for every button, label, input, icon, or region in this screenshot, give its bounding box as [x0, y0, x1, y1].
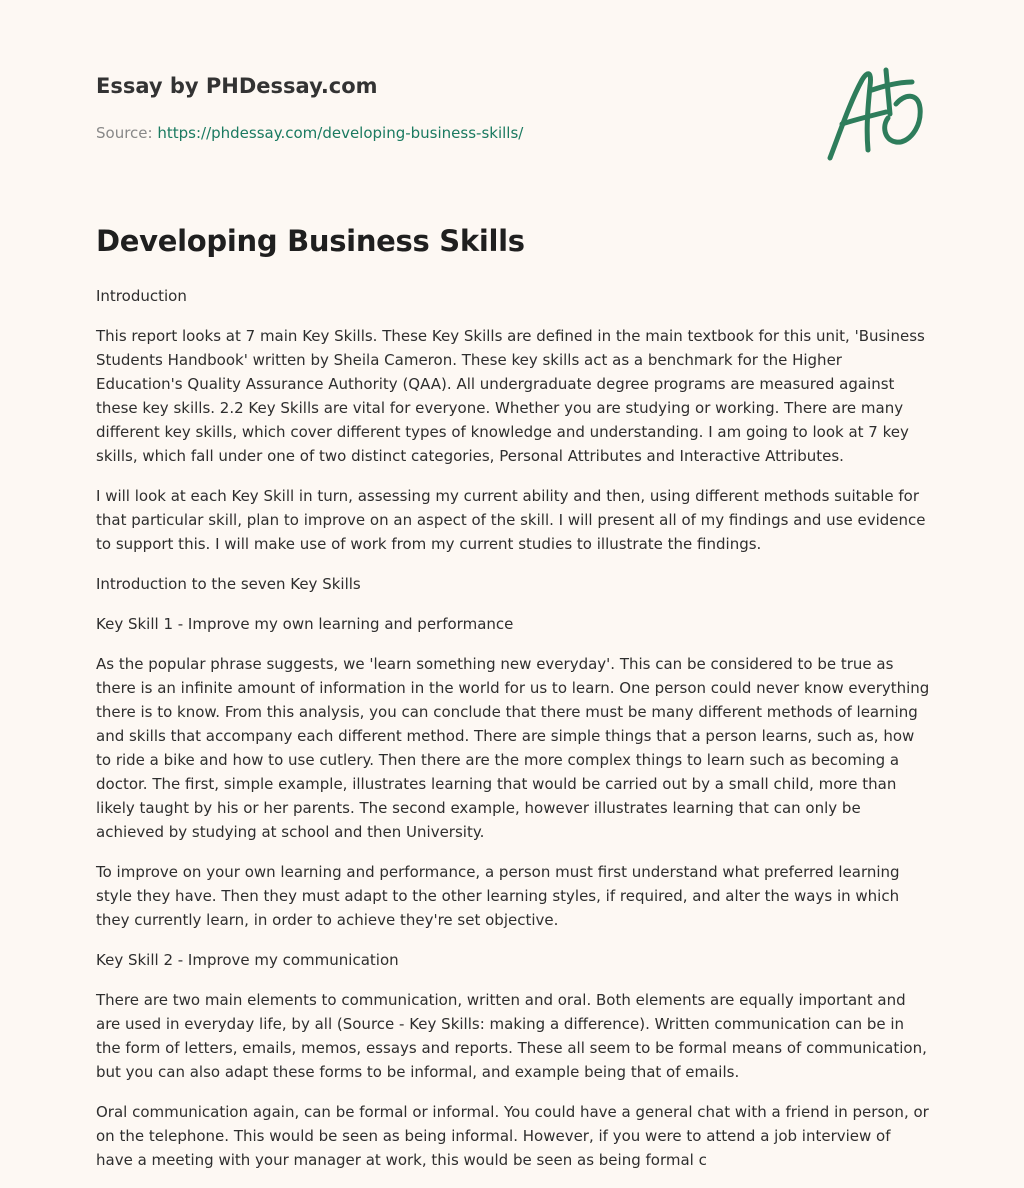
paragraph: As the popular phrase suggests, we 'learn something new everyday'. This can be considered to be true as there is an infinite amount of information in the world for us to learn. One person could never know everything there is to know. From this analysis, you can conclude that there must be many different methods of learning and skills that accompany each different method. There are simple things that a person learns, such as, how to ride a bike and how to use cutlery. Then there are the more complex things to learn such as becoming a doctor. The first, simple example, illustrates learning that would be carried out by a small child, more than likely taught by his or her parents. The second example, however illustrates learning that can only be achieved by studying at school and then University.	[96, 655, 930, 841]
essay-body	[96, 284, 930, 1188]
a-plus-logo-icon	[820, 62, 930, 172]
paragraph: This report looks at 7 main Key Skills. These Key Skills are defined in the main textbook for this unit, 'Business Students Handbook' written by Sheila Cameron. These key skills act as a benchmark for the Higher Education's Quality Assurance Authority (QAA). All undergraduate degree programs are measured against these key skills. 2.2 Key Skills are vital for everyone. Whether you are studying or working. There are many different key skills, which cover different types of knowledge and understanding. I am going to look at 7 key skills, which fall under one of two distinct categories, Personal Attributes and Interactive Attributes.	[96, 327, 925, 465]
source-label: Source:	[96, 124, 153, 142]
paragraph: Introduction	[96, 287, 187, 305]
paragraph: Key Skill 2 - Improve my communication	[96, 951, 399, 969]
essay-title: Developing Business Skills	[96, 224, 525, 258]
page-header	[96, 0, 930, 200]
source-line	[96, 124, 523, 142]
paragraph: I will look at each Key Skill in turn, assessing my current ability and then, using different methods suitable for that particular skill, plan to improve on an aspect of the skill. I will present all of my findings and use evidence to support this. I will make use of work from my current studies to illustrate the findings.	[96, 487, 926, 553]
paragraph: To improve on your own learning and performance, a person must first understand what preferred learning style they have. Then they must adapt to the other learning styles, if required, and alter the ways in which they currently learn, in order to achieve they're set objective.	[96, 863, 900, 929]
paragraph: Introduction to the seven Key Skills	[96, 575, 361, 593]
source-link[interactable]: https://phdessay.com/developing-business-skills/	[157, 124, 524, 142]
paragraph: Key Skill 1 - Improve my own learning and performance	[96, 615, 514, 633]
site-title: Essay by PHDessay.com	[96, 74, 378, 98]
paragraph: Oral communication again, can be formal or informal. You could have a general chat with a friend in person, or on the telephone. This would be seen as being informal. However, if you were to attend a job interview of have a meeting with your manager at work, this would be seen as being formal c	[96, 1103, 929, 1169]
essay-page	[96, 0, 930, 1169]
paragraph: There are two main elements to communication, written and oral. Both elements are equally important and are used in everyday life, by all (Source - Key Skills: making a difference). Written communication can be in the form of letters, emails, memos, essays and reports. These all seem to be formal means of communication, but you can also adapt these forms to be informal, and example being that of emails.	[96, 991, 927, 1081]
